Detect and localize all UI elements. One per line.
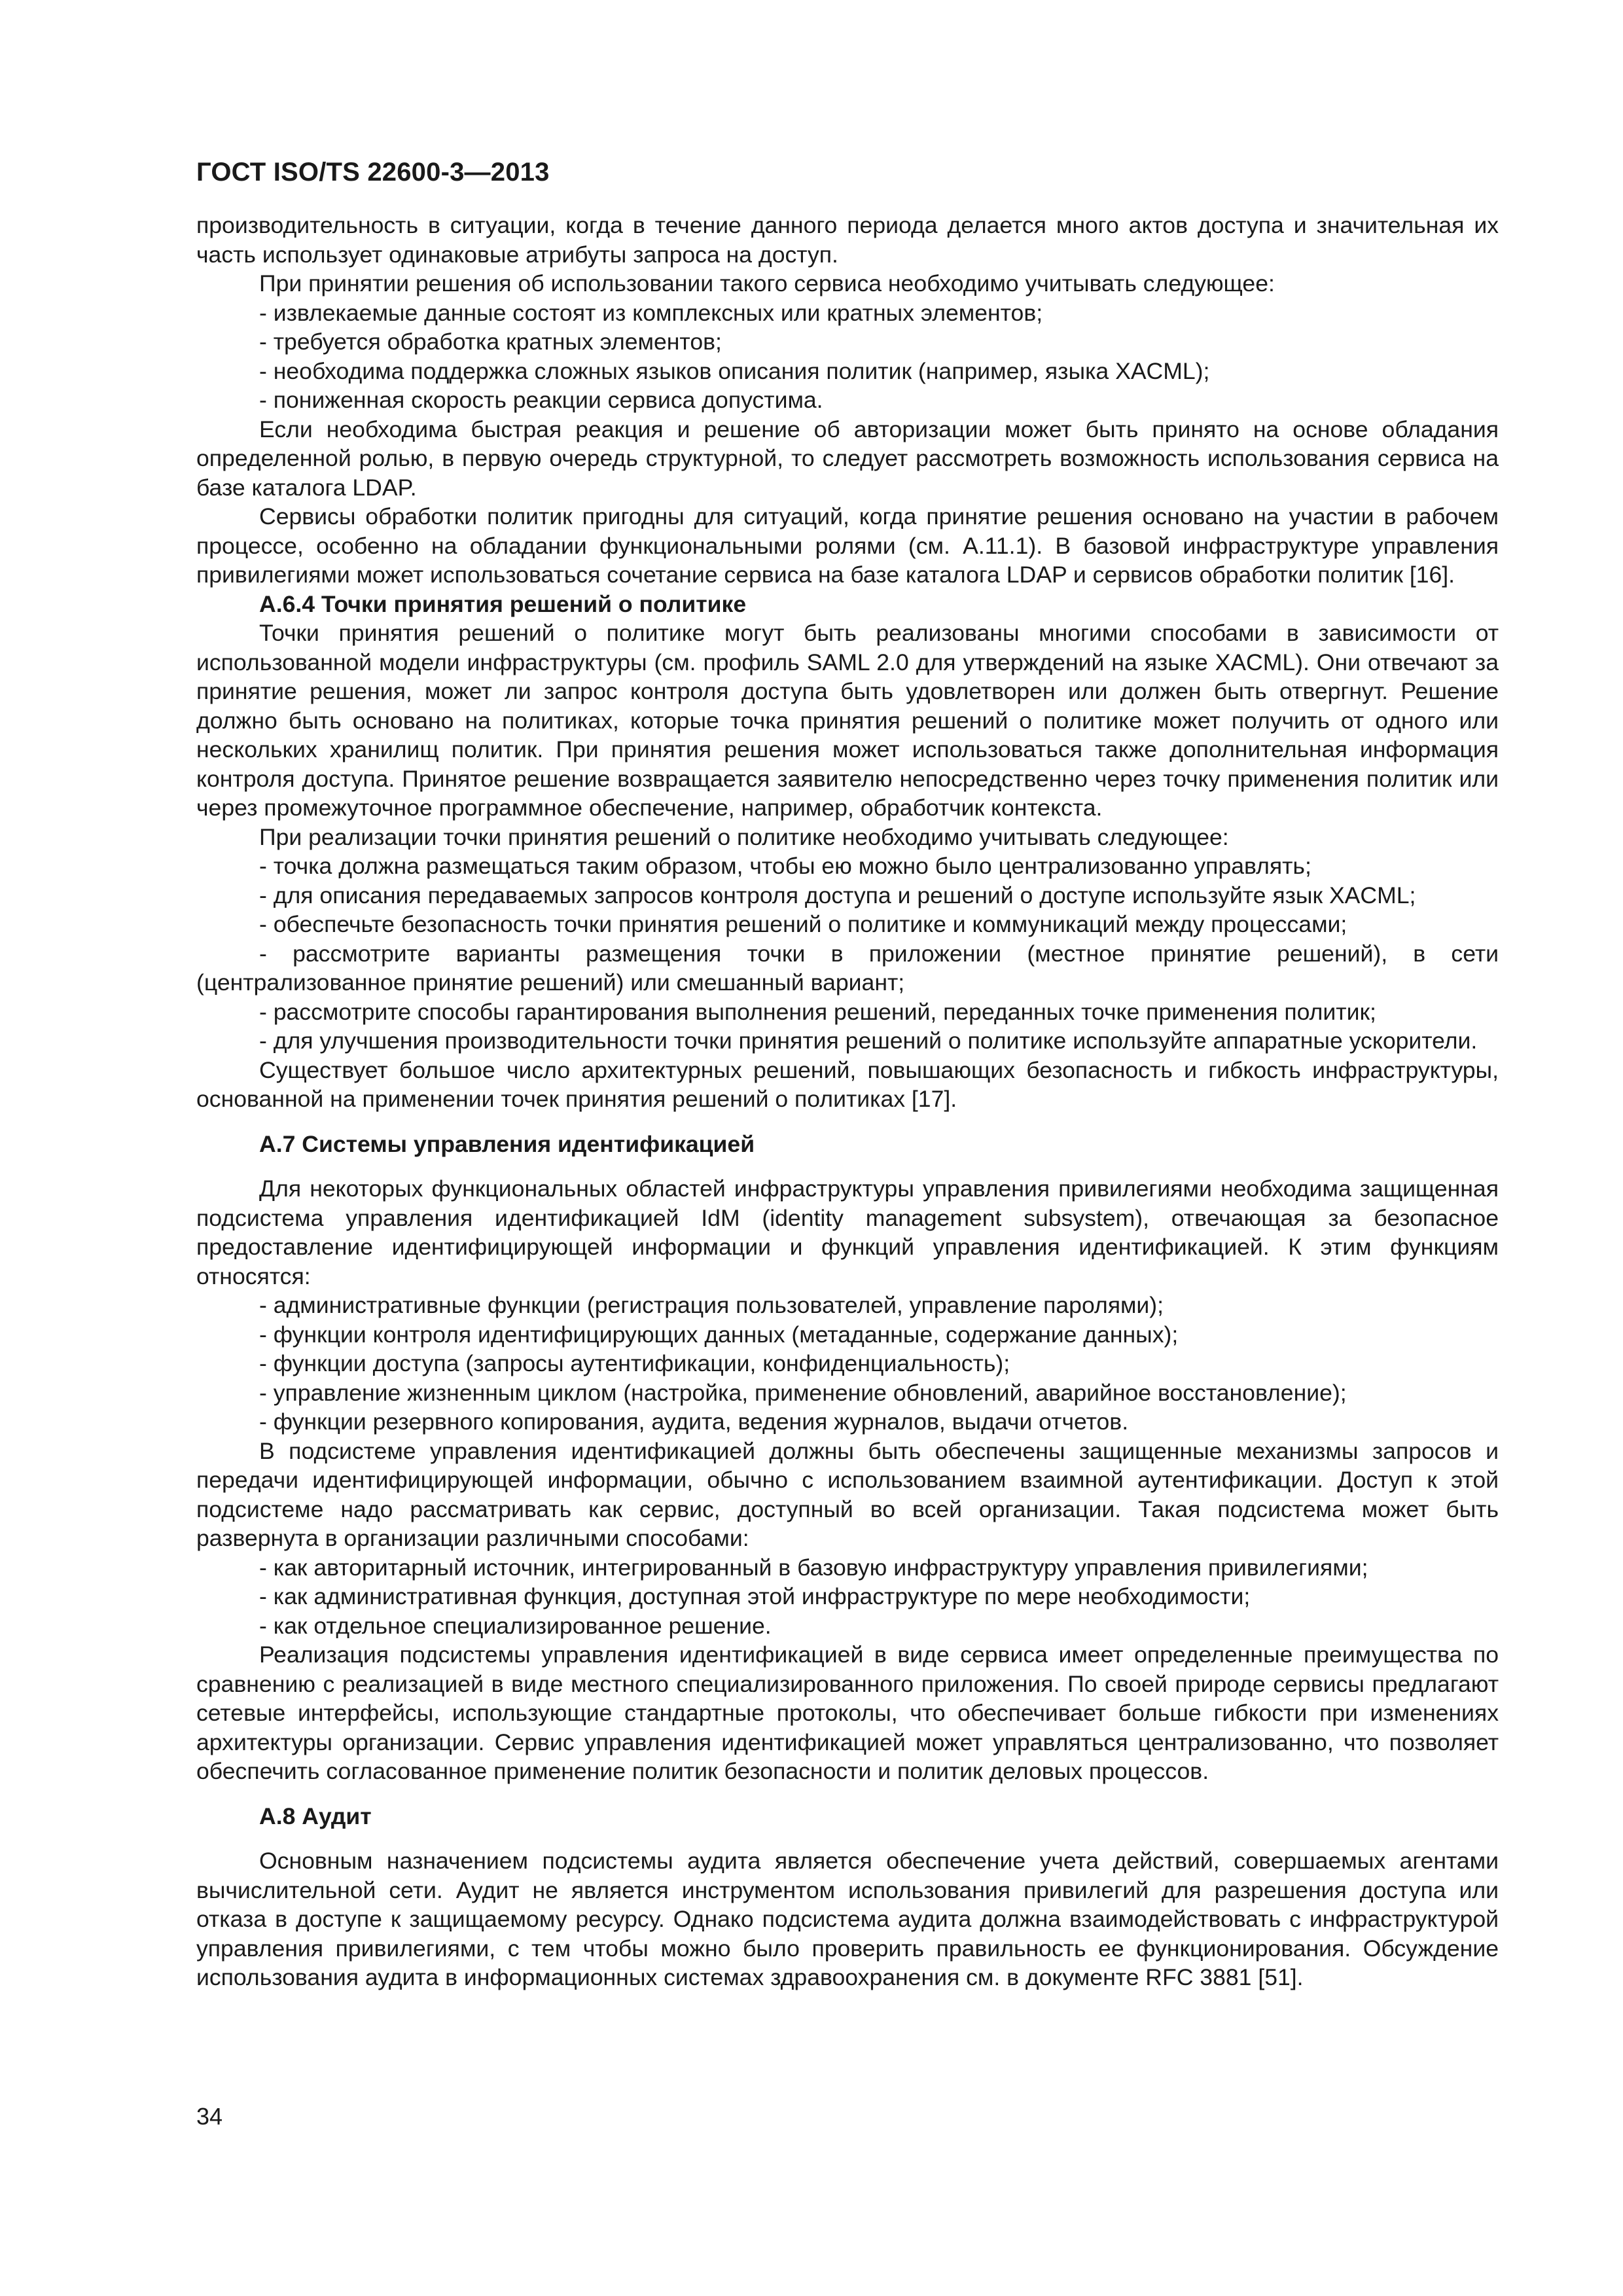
paragraph: При принятии решения об использовании такого сервиса необходимо учитывать следующее: (259, 270, 1275, 296)
list-item: - как административная функция, доступная этой инфраструктуре по мере необходимости; (259, 1583, 1251, 1609)
section-heading: А.8 Аудит (259, 1803, 372, 1829)
section-heading: А.7 Системы управления идентификацией (259, 1130, 755, 1157)
subsection-heading: А.6.4 Точки принятия решений о политике (259, 590, 747, 617)
list-item: - функции контроля идентифицирующих данных (метаданные, содержание данных); (259, 1321, 1179, 1348)
paragraph: Основным назначением подсистемы аудита является обеспечение учета действий, совершаемых агентами вычислительной сети. Аудит не является инструментом использования привилегий для разрешения доступа или отказа в доступе к защищаемому ресурсу. Однако подсистема аудита должна взаимодействовать с инфраструктурой управления привилегиями, с тем чтобы можно было проверить правильность ее функционирования. Обсуждение использования аудита в информационных системах здравоохранения см. в документе RFC 3881 [51]. (196, 1848, 1499, 1990)
paragraph: Сервисы обработки политик пригодны для ситуаций, когда принятие решения основано на участии в рабочем процессе, особенно на обладании функциональными ролями (см. А.11.1). В базовой инфраструктуре управления привилегиями может использоваться сочетание сервиса на базе каталога LDAP и сервисов обработки политик [16]. (196, 503, 1499, 588)
document-body (196, 211, 1499, 1992)
document-page (196, 156, 1499, 1992)
paragraph: Для некоторых функциональных областей инфраструктуры управления привилегиями необходима защищенная подсистема управления идентификацией IdM (identity management subsystem), отвечающая за безопасное предоставление идентифицирующей информации и функций управления идентификацией. К этим функциям относятся: (196, 1175, 1499, 1289)
list-item: - извлекаемые данные состоят из комплексных или кратных элементов; (259, 299, 1043, 326)
document-header: ГОСТ ISO/TS 22600-3—2013 (196, 158, 550, 187)
list-item: - как авторитарный источник, интегрированный в базовую инфраструктуру управления привилегиями; (259, 1554, 1368, 1581)
list-item: - для улучшения производительности точки принятия решений о политике используйте аппаратные ускорители. (259, 1028, 1478, 1054)
list-item: - как отдельное специализированное решение. (259, 1612, 772, 1639)
list-item: - рассмотрите варианты размещения точки в приложении (местное принятие решений), в сети (централизованное принятие решений) или смешанный вариант; (196, 940, 1499, 996)
list-item: - рассмотрите способы гарантирования выполнения решений, переданных точке применения политик; (259, 998, 1376, 1025)
list-item: - для описания передаваемых запросов контроля доступа и решений о доступе используйте язык XACML; (259, 882, 1416, 908)
paragraph: При реализации точки принятия решений о политике необходимо учитывать следующее: (259, 823, 1229, 850)
list-item: - пониженная скорость реакции сервиса допустима. (259, 387, 823, 413)
paragraph: Если необходима быстрая реакция и решение об авторизации может быть принято на основе обладания определенной ролью, в первую очередь структурной, то следует рассмотреть возможность использования сервиса на базе каталога LDAP. (196, 416, 1499, 501)
list-item: - управление жизненным циклом (настройка, применение обновлений, аварийное восстановление); (259, 1379, 1347, 1406)
list-item: - административные функции (регистрация пользователей, управление паролями); (259, 1292, 1164, 1318)
paragraph: Реализация подсистемы управления идентификацией в виде сервиса имеет определенные преимущества по сравнению с реализацией в виде местного специализированного приложения. По своей природе сервисы предлагают сетевые интерфейсы, использующие стандартные протоколы, что обеспечивает больше гибкости при изменениях архитектуры организации. Сервис управления идентификацией может управляться централизованно, что позволяет обеспечить согласованное применение политик безопасности и политик деловых процессов. (196, 1641, 1499, 1784)
page-number: 34 (196, 2103, 223, 2130)
list-item: - функции резервного копирования, аудита, ведения журналов, выдачи отчетов. (259, 1408, 1129, 1435)
list-item: - необходима поддержка сложных языков описания политик (например, языка XACML); (259, 357, 1210, 384)
list-item: - обеспечьте безопасность точки принятия решений о политике и коммуникаций между процессами; (259, 911, 1347, 937)
paragraph-continuation: производительность в ситуации, когда в течение данного периода делается много актов доступа и значительная их часть использует одинаковые атрибуты запроса на доступ. (196, 212, 1499, 268)
paragraph: Точки принятия решений о политике могут быть реализованы многими способами в зависимости от использованной модели инфраструктуры (см. профиль SAML 2.0 для утверждений на языке XACML). Они отвечают за принятие решения, может ли запрос контроля доступа быть удовлетворен или должен быть отвергнут. Решение должно быть основано на политиках, которые точка принятия решений о политике может получить от одного или нескольких хранилищ политик. При принятия решения может использоваться также дополнительная информация контроля доступа. Принятое решение возвращается заявителю непосредственно через точку применения политик или через промежуточное программное обеспечение, например, обработчик контекста. (196, 620, 1499, 821)
list-item: - функции доступа (запросы аутентификации, конфиденциальность); (259, 1350, 1010, 1376)
list-item: - требуется обработка кратных элементов; (259, 329, 722, 355)
paragraph: В подсистеме управления идентификацией должны быть обеспечены защищенные механизмы запросов и передачи идентифицирующей информации, обычно с использованием взаимной аутентификации. Доступ к этой подсистеме надо рассматривать как сервис, доступный во всей организации. Такая подсистема может быть развернута в организации различными способами: (196, 1437, 1499, 1551)
paragraph: Существует большое число архитектурных решений, повышающих безопасность и гибкость инфраструктуры, основанной на применении точек принятия решений о политиках [17]. (196, 1056, 1499, 1112)
list-item: - точка должна размещаться таким образом, чтобы ею можно было централизованно управлять; (259, 853, 1311, 879)
